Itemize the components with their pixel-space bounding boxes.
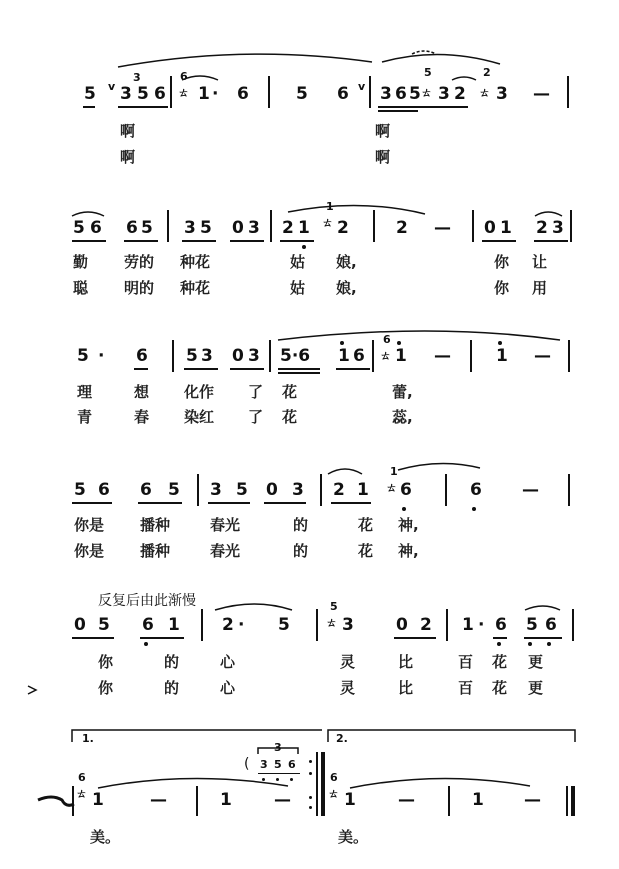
barline [570,210,572,242]
note: 3 [248,218,260,238]
barline [446,609,448,641]
volta-bracket [328,730,575,742]
dash: — [522,480,539,500]
underline [182,240,216,242]
note: 5 [168,480,180,500]
barline [269,340,271,372]
slur [535,212,562,216]
slur [398,463,480,470]
note: 6 [98,480,110,500]
note: 0 [484,218,496,238]
slur [278,331,560,340]
lyric: 你 [494,253,510,271]
lyric: 染红 [184,408,215,426]
grace-note: 1 [390,465,398,478]
note: 1 [92,790,104,810]
underline [331,502,371,504]
note: 2 [222,615,234,635]
note: 3 [438,84,450,104]
lyric: 播种 [140,542,171,560]
lyric: 娘, [336,279,357,297]
barline [167,210,169,242]
octave-dot [402,507,406,511]
slur [525,606,560,610]
repeat-barline [321,752,325,816]
barline [197,474,199,506]
octave-dot [472,507,476,511]
lyric: 花 [282,408,298,426]
octave-dot [498,341,502,345]
note: 5 [186,346,198,366]
margin-mark [28,686,36,694]
underline [493,637,507,639]
grace-mark: ㄊ [386,481,397,494]
note: 0 [232,218,244,238]
dot: · [98,346,105,366]
barline [196,786,198,816]
note: 5 [84,84,96,104]
barline [372,340,374,372]
barline [170,76,172,108]
note: 5 [200,218,212,238]
underline [140,637,184,639]
lyric: 你 [98,679,114,697]
note: 0 [266,480,278,500]
lyric: 春光 [210,516,241,534]
lyric: 啊 [120,122,136,140]
slur [382,54,500,64]
underline [118,106,168,108]
grace-mark: ㄊ [328,787,339,800]
final-barline [571,786,575,816]
tuplet-number: 3 [274,741,282,754]
lyric: 花 [282,383,298,401]
note: 3 [380,84,392,104]
slur [118,54,372,67]
note: 6 [395,84,407,104]
barline [270,210,272,242]
underline [72,240,106,242]
lyric: 播种 [140,516,171,534]
grace-note: 1 [326,200,334,213]
lyric: 劳的 [124,253,155,271]
lyric: 的 [164,679,180,697]
underline [378,110,418,112]
underline [230,240,264,242]
note: 2 [396,218,408,238]
grace-note: 6 [383,333,391,346]
ink-mark [38,797,74,805]
note: 1 [472,790,484,810]
lyric: 啊 [120,148,136,166]
note: 0 [74,615,86,635]
octave-dot [262,778,265,781]
underline [336,368,370,370]
dash: — [274,790,291,810]
lyric: 神, [398,516,419,534]
underline [208,502,250,504]
slur [412,51,436,54]
note: 3 [184,218,196,238]
note: 3 [120,84,132,104]
barline [572,609,574,641]
breath-mark: v [108,80,116,93]
lyric: 你 [98,653,114,671]
note: 5 [137,84,149,104]
lyric: 啊 [375,148,391,166]
grace-note: 5 [424,66,432,79]
barline [567,76,569,108]
barline [268,76,270,108]
dash: — [434,346,451,366]
grace-note: 5 [330,600,338,613]
note: 5 [409,84,421,104]
note: 1 [395,346,407,366]
lyric: 春 [134,408,150,426]
grace-mark: ㄊ [479,86,490,99]
lyric: 花 [492,679,508,697]
octave-dot [340,341,344,345]
note: 1 [344,790,356,810]
octave-dot [144,642,148,646]
lyric: 的 [164,653,180,671]
grace-mark: ㄊ [380,349,391,362]
repeat-paren: ( [244,756,250,772]
note: 1 [462,615,474,635]
lyric: 了 [248,408,264,426]
grace-note: 6 [330,771,338,784]
octave-dot [302,245,306,249]
grace-mark: ㄊ [178,86,189,99]
dash: — [524,790,541,810]
dot: · [238,615,245,635]
lyric: 想 [134,383,150,401]
lyric: 明的 [124,279,155,297]
lyric: 百 [458,653,474,671]
note: 5 [73,218,85,238]
barline [320,474,322,506]
lyric: 种花 [180,279,211,297]
lyric: 让 [532,253,548,271]
lyric: 你 [494,279,510,297]
note: 6 [337,84,349,104]
note: 1 [500,218,512,238]
note: 2 [337,218,349,238]
note: 1 [298,218,310,238]
barline [445,474,447,506]
underline [278,372,320,374]
grace-mark: ㄊ [322,216,333,229]
barline [373,210,375,242]
note: 5 [278,615,290,635]
barline [470,340,472,372]
octave-dot [397,341,401,345]
note: 0 [232,346,244,366]
lyric: 的 [293,542,309,560]
lyric: 理 [77,383,93,401]
underline [524,637,562,639]
underline [184,368,218,370]
lyric: 心 [220,653,236,671]
lyric: 美。 [338,828,369,846]
grace-note: 3 [133,71,141,84]
barline [72,786,74,816]
volta-label: 2. [336,732,348,745]
slur [72,212,104,216]
slur [215,604,292,610]
dash: — [150,790,167,810]
note: 3 [210,480,222,500]
repeat-dot [309,806,312,809]
repeat-note: 6 [288,758,296,771]
lyric: 蕊, [392,408,413,426]
note: 5 [77,346,89,366]
underline [482,240,516,242]
note: 5 [236,480,248,500]
underline [72,502,112,504]
note: 3 [552,218,564,238]
note: 1 [357,480,369,500]
final-barline [566,786,568,816]
lyric: 花 [358,542,374,560]
barline [472,210,474,242]
note: 1 [496,346,508,366]
lyric: 神, [398,542,419,560]
lyric: 啊 [375,122,391,140]
lyric: 勤 [73,253,89,271]
note: 3 [342,615,354,635]
underline [278,368,320,370]
grace-note: 6 [180,70,188,83]
repeat-note: 5 [274,758,282,771]
note: 6 [154,84,166,104]
repeat-barline [316,752,318,816]
slur [350,778,530,788]
note: 6 [400,480,412,500]
octave-dot [290,778,293,781]
lyric: 青 [77,408,93,426]
underline [83,106,95,108]
volta-bracket [72,730,322,742]
dash: — [533,84,550,104]
lyric: 比 [398,653,414,671]
octave-dot [276,778,279,781]
note: 3 [292,480,304,500]
note: 3 [496,84,508,104]
lyric: 蕾, [392,383,413,401]
underline [72,637,114,639]
lyric: 百 [458,679,474,697]
dot: · [478,615,485,635]
note: 6 [545,615,557,635]
grace-mark: ㄊ [326,616,337,629]
note: 2 [454,84,466,104]
note: 5 [141,218,153,238]
underline [124,240,158,242]
barline [369,76,371,108]
note: 6 [353,346,365,366]
note: 5 [526,615,538,635]
lyric: 化作 [184,383,215,401]
note: 3 [201,346,213,366]
note: 1 [168,615,180,635]
note: 6 [136,346,148,366]
lyric: 的 [293,516,309,534]
underline [394,637,436,639]
dash: — [534,346,551,366]
barline [568,340,570,372]
grace-note: 6 [78,771,86,784]
lyric: 种花 [180,253,211,271]
note: 2 [536,218,548,238]
note: 6 [237,84,249,104]
lyric: 娘, [336,253,357,271]
lyric: 花 [358,516,374,534]
underline [258,773,300,774]
octave-dot [497,642,501,646]
dash: — [398,790,415,810]
note: 3 [248,346,260,366]
note: 6 [142,615,154,635]
repeat-dot [309,760,312,763]
underline [280,240,314,242]
note: 5·6 [280,346,311,366]
grace-note: 2 [483,66,491,79]
underline [230,368,264,370]
lyric: 了 [248,383,264,401]
slur [98,778,288,788]
lyric: 灵 [340,679,356,697]
lyric: 灵 [340,653,356,671]
volta-label: 1. [82,732,94,745]
note: 0 [396,615,408,635]
grace-mark: ㄊ [421,86,432,99]
barline [316,609,318,641]
lyric: 你是 [74,516,105,534]
lyric: 姑 [290,279,306,297]
repeat-dot [309,772,312,775]
grace-mark: ㄊ [76,787,87,800]
underline [138,502,182,504]
note: 5 [98,615,110,635]
slur [288,205,425,214]
slur [452,77,476,80]
underline [378,106,468,108]
octave-dot [528,642,532,646]
underline [134,368,148,370]
barline [201,609,203,641]
barline [448,786,450,816]
slur [328,469,362,474]
dash: — [434,218,451,238]
note: 6 [140,480,152,500]
note: 1 [220,790,232,810]
note: 1 [338,346,350,366]
lyric: 春光 [210,542,241,560]
note: 6 [495,615,507,635]
note: 2 [333,480,345,500]
note: 5 [74,480,86,500]
dot: · [212,84,219,104]
note: 6 [126,218,138,238]
lyric: 用 [532,279,548,297]
note: 6 [90,218,102,238]
lyric: 比 [398,679,414,697]
lyric: 姑 [290,253,306,271]
barline [172,340,174,372]
underline [534,240,568,242]
note: 5 [296,84,308,104]
lyric: 心 [220,679,236,697]
note: 1 [198,84,210,104]
lyric: 你是 [74,542,105,560]
breath-mark: v [358,80,366,93]
note: 2 [282,218,294,238]
underline [264,502,306,504]
note: 6 [470,480,482,500]
repeat-note: 3 [260,758,268,771]
octave-dot [547,642,551,646]
barline [568,474,570,506]
lyric: 更 [528,679,544,697]
lyric: 美。 [90,828,121,846]
tempo-annotation: 反复后由此渐慢 [98,593,196,609]
lyric: 更 [528,653,544,671]
repeat-dot [309,796,312,799]
lyric: 花 [492,653,508,671]
note: 2 [420,615,432,635]
lyric: 聪 [73,279,89,297]
